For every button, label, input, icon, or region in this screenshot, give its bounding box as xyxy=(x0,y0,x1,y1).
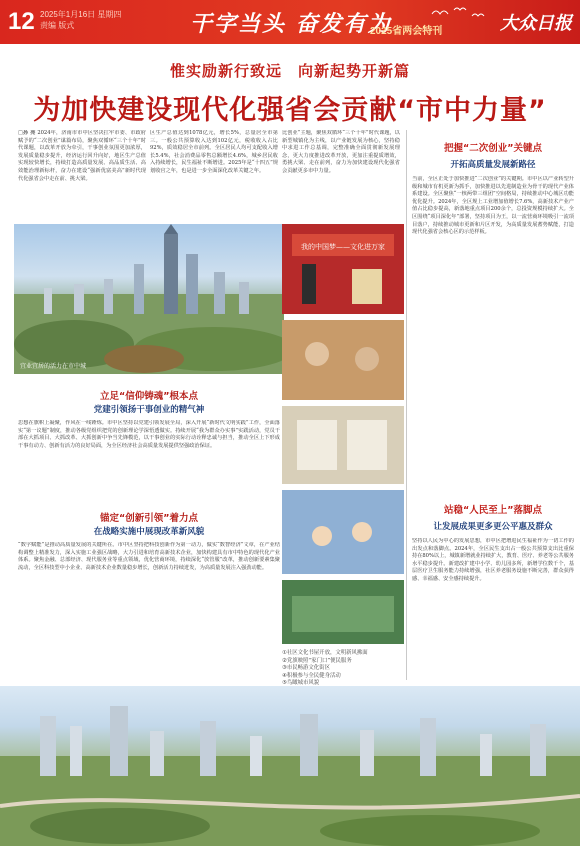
right-head-2: 站稳“人民至上”落脚点 xyxy=(444,505,542,516)
section-a-text: 思想在旗帜上凝聚，作风在一线锤炼。市中区坚持以党建引领发展全局，深入开展“新时代文明实践”工作，全面落实“第一议题”制度，推动各级党组织把党的创新理论学深悟透做实。持续开展“我为群众办实事”实践活动，党员干部在大抓项目、大抓改革、大抓创新中争当先锋模范，以干事创业的实际行动诠释忠诚与担当，推动全区上下形成干事有动力、创新有活力的良好局面，为全区经济社会高质量发展提供坚强政治保证。 xyxy=(18,420,280,449)
section-a-subhead: 党建引领扬干事创业的精气神 xyxy=(93,405,205,415)
collage-caption: ①社区文化书屋开放，文明新风拂面 xyxy=(282,650,368,656)
masthead-meta xyxy=(40,9,121,31)
city-skyline-photo xyxy=(14,224,284,374)
right-text-2: 坚持以人民为中心的发展思想，市中区把增进民生福祉作为一切工作的出发点和落脚点。2024年，全区民生支出占一般公共预算支出比重保持在80%以上，城镇新增就业持续扩大，教育、医疗、养老等公共服务水平稳步提升。新建改扩建中小学、幼儿园多所，新增学位数千个，基层医疗卫生服务能力持续增强，社区养老服务设施不断完善，群众获得感、幸福感、安全感持续提升。 xyxy=(412,538,574,582)
right-head-1: 把握“二次创业”关键点 xyxy=(444,143,542,154)
collage-captions xyxy=(282,650,412,688)
right-panel xyxy=(412,140,574,680)
collage-banner: 我的中国梦——文化进万家 xyxy=(301,243,385,251)
right-subhead-2: 让发展成果更多更公平惠及群众 xyxy=(433,522,553,532)
lead-text-1: 2024年，济南市市中区坚决扛牢市委、市政府赋予的“二次创业”谋篇布局，聚焦双循环“三个十年”时代课题，以改革开放为牵引，干事创业氛围更加浓厚，发展质量稳步提升，经济运行回升向好，地区生产总值实现较快增长，持续打造高质量发展、高品质生活、高效能治理新标杆，奋力在建设“强新优富美高”新时代现代化强省会中走在前、挑大梁。 xyxy=(18,130,146,182)
section-a-head: 立足“信仰铸魂”根本点 xyxy=(100,391,198,402)
page-number: 12 xyxy=(8,8,35,35)
masthead-sub-label: 2025省两会特刊 xyxy=(370,26,443,37)
skyline-caption: 宜业宜居的活力在市中城 xyxy=(20,363,87,370)
collage-illustration xyxy=(282,224,404,644)
right-text-1: 当前，全区正处于加快推进“二次创业”的关键期。市中区以产业转型升级和城市有机更新为抓手，加快推进以先进制造业为骨干的现代产业体系建设。全区聚焦“一核两带三组团”空间格局，持续推动中心城区功能优化提升。2024年，全区规上工业增加值增长7.6%，高新技术产业产值占比稳步提高，新落地重点项目200余个，总投资规模持续扩大。全区围绕“项目深化年”部署，坚持项目为王，以一流营商环境吸引一流项目落户，持续推动城市更新和片区开发，为高质量发展蓄势赋能，打造现代化强省会核心区的示范样板。 xyxy=(412,176,574,236)
section-b-subhead: 在战略实施中展现改革新风貌 xyxy=(93,527,205,537)
masthead-slogan: 干字当头 奋发有为 xyxy=(190,12,392,37)
collage-caption: ④积极参与全民健身活动 xyxy=(282,672,341,679)
bird-decoration-icon xyxy=(430,4,490,22)
aerial-illustration xyxy=(0,686,580,846)
aerial-city-photo xyxy=(0,686,580,846)
lead-column-2: 区生产总值达到1078亿元，增长5%，总量居全市第三。一般公共预算收入达到102亿元，税收收入占比92%，质效稳居全市前列。全区居民人均可支配收入增长5.4%，社会消费品零售总额增长4.6%，城乡居民收入持续增长，民生福祉不断增进。2025年是“十四五”规划收官之年，也是进一步全面深化改革关键之年。 xyxy=(150,130,278,174)
masthead-editor: 责编 版式 xyxy=(40,21,75,30)
photo-collage xyxy=(282,224,404,644)
masthead-date: 2025年1月16日 星期四 xyxy=(40,10,122,19)
section-b-text: “数字赋能”是推动高质量发展的关键所在。市中区坚持把科技创新作为第一动力，做实“数智经济”文章，在产业结构调整上精准发力，深入实施工业强区战略，大力引进和培育高新技术企业，加快构建具有市中特色的现代化产业体系。聚焦金融、总部经济、现代服务业等重点领域，优化营商环境，持续深化“放管服”改革，推动创新要素集聚流动，全区科技型中小企业、高新技术企业数量稳步增长，创新活力持续迸发，为高质量发展注入强劲动能。 xyxy=(18,542,280,571)
page-headline: 为加快建设现代化强省会贡献“市中力量” xyxy=(33,95,547,126)
column-divider xyxy=(406,130,407,680)
right-subhead-1: 开拓高质量发展新路径 xyxy=(450,160,536,170)
newspaper-logo: 大众日报 xyxy=(500,13,572,34)
skyline-illustration xyxy=(14,224,284,374)
section-b-head: 锚定“创新引领”着力点 xyxy=(100,513,198,524)
collage-caption: ③市民畅游文化街区 xyxy=(282,665,330,671)
lead-column-1 xyxy=(18,130,146,210)
collage-caption: ⑤鸟瞰城市风貌 xyxy=(282,680,320,686)
page-kicker: 惟实励新行致远 向新起势开新篇 xyxy=(169,62,410,80)
lead-column-3: 比创业”主题，聚焦双循环“三个十年”时代课题，以新型城镇化为主线，以产业链发展为核心，坚持稳中求进工作总基调，完整准确全面贯彻新发展理念，更大力度推进改革开放，更加注重提质增效，勇挑大梁、走在前列，奋力为加快建设现代化强省会贡献更多市中力量。 xyxy=(282,130,400,174)
byline: □孙 亮 xyxy=(18,130,36,136)
masthead-banner xyxy=(0,0,580,44)
collage-caption: ②党旗映照“家门口”便民服务 xyxy=(282,657,352,664)
